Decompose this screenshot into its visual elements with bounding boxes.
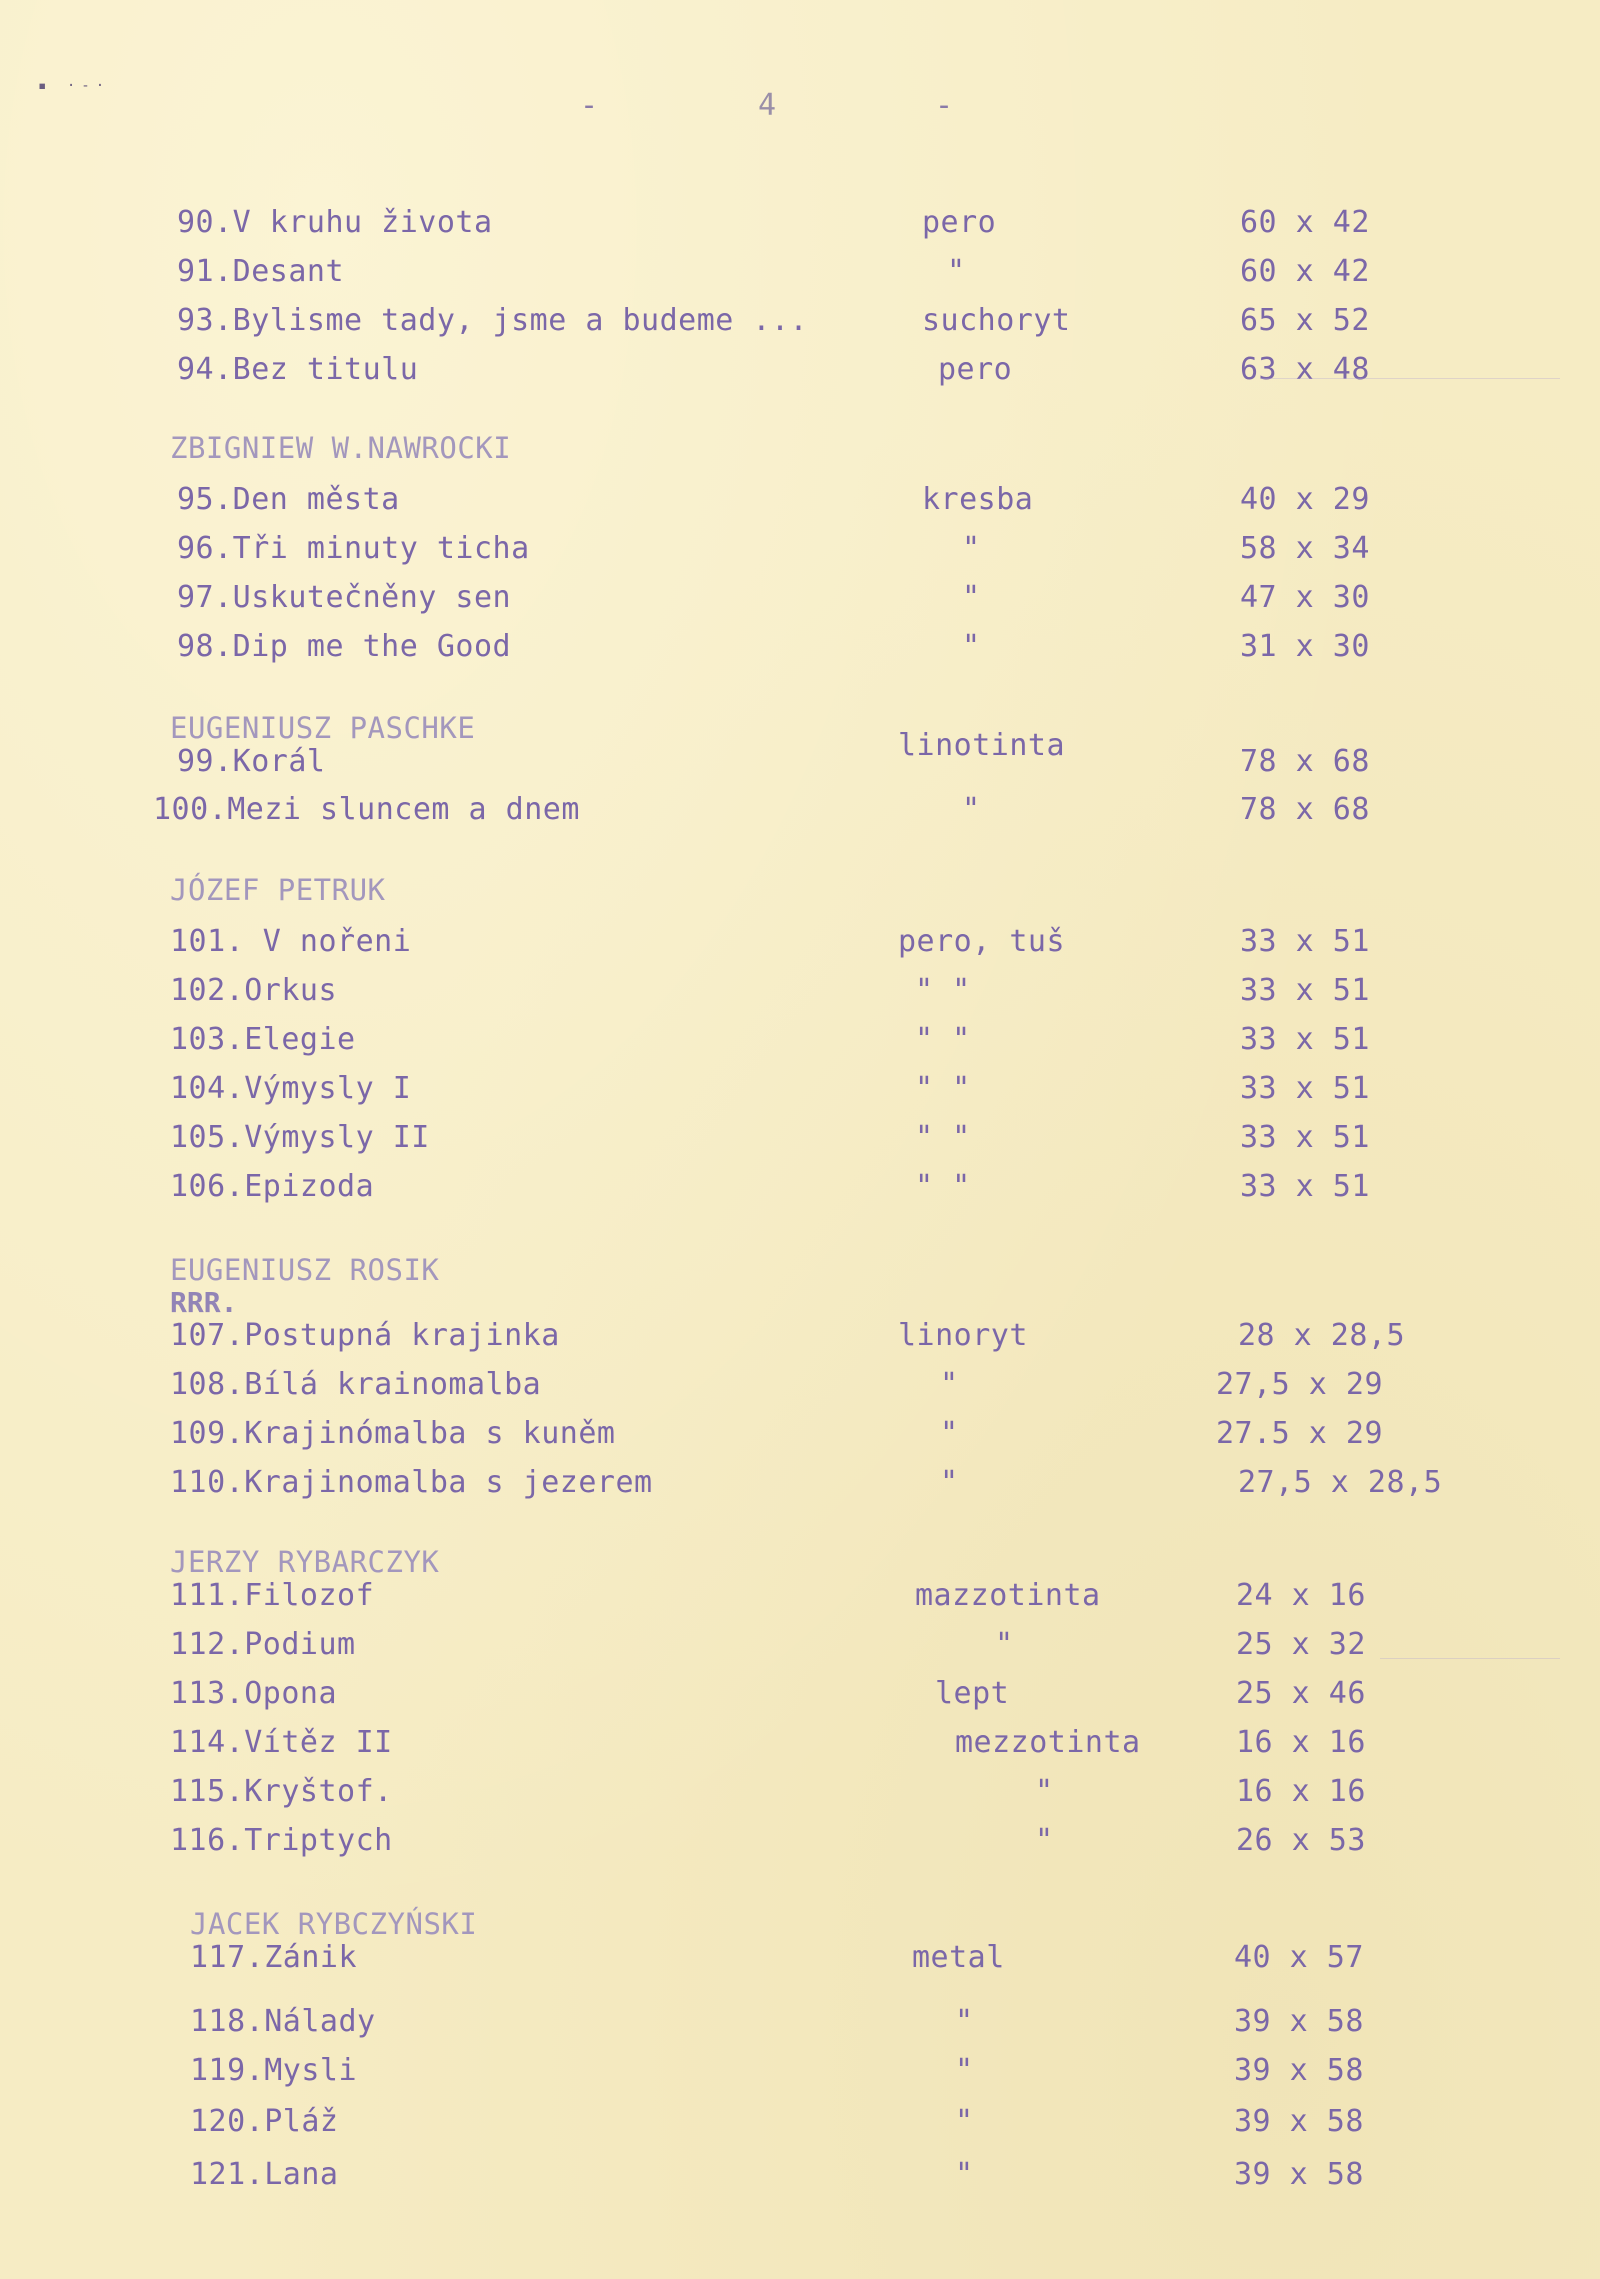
item-title: 110.Krajinomalba s jezerem — [170, 1465, 653, 1500]
top-left-marks: ▪ ·-· — [38, 78, 111, 94]
item-title: 120.Pláž — [190, 2104, 339, 2139]
item-size: 78 x 68 — [1240, 792, 1370, 827]
list-item — [0, 578, 1600, 618]
item-technique: suchoryt — [922, 303, 1071, 338]
artist-name: JÓZEF PETRUK — [170, 873, 386, 907]
item-technique: pero — [922, 205, 997, 240]
item-size: 47 x 30 — [1240, 580, 1370, 615]
item-technique: mazzotinta — [915, 1578, 1101, 1613]
item-title: 90.V kruhu života — [177, 205, 493, 240]
item-size: 31 x 30 — [1240, 629, 1370, 664]
item-title: 117.Zánik — [190, 1940, 358, 1975]
item-title: 100.Mezi sluncem a dnem — [153, 792, 580, 827]
item-technique: " — [995, 1627, 1014, 1662]
header-dash-right: - — [935, 88, 954, 123]
item-technique: " — [955, 2004, 974, 2039]
item-title: 102.Orkus — [170, 973, 338, 1008]
item-size: 33 x 51 — [1240, 1120, 1370, 1155]
list-item — [0, 1674, 1600, 1714]
item-size: 27,5 x 28,5 — [1238, 1465, 1443, 1500]
item-technique: " — [940, 1416, 959, 1451]
item-size: 24 x 16 — [1236, 1578, 1366, 1613]
item-size: 27,5 x 29 — [1216, 1367, 1384, 1402]
item-title: 96.Tři minuty ticha — [177, 531, 530, 566]
item-technique: " " — [915, 1169, 971, 1204]
item-technique: linoryt — [898, 1318, 1028, 1353]
item-title: 111.Filozof — [170, 1578, 375, 1613]
item-technique: mezzotinta — [955, 1725, 1141, 1760]
list-item — [0, 1414, 1600, 1454]
item-title: 113.Opona — [170, 1676, 338, 1711]
item-title: 115.Kryštof. — [170, 1774, 393, 1809]
artist-name: EUGENIUSZ ROSIK — [170, 1253, 440, 1287]
list-item — [0, 1772, 1600, 1812]
list-item — [0, 1576, 1600, 1616]
page-number: 4 — [758, 88, 777, 123]
item-size: 39 x 58 — [1234, 2104, 1364, 2139]
item-size: 28 x 28,5 — [1238, 1318, 1406, 1353]
list-item — [0, 1625, 1600, 1665]
list-item — [0, 1316, 1600, 1356]
list-item — [0, 1723, 1600, 1763]
item-size: 26 x 53 — [1236, 1823, 1366, 1858]
item-size: 33 x 51 — [1240, 924, 1370, 959]
item-title: 118.Nálady — [190, 2004, 376, 2039]
item-title: 103.Elegie — [170, 1022, 356, 1057]
item-title: 94.Bez titulu — [177, 352, 419, 387]
item-title: 91.Desant — [177, 254, 345, 289]
item-technique: " " — [915, 1120, 971, 1155]
item-technique: " — [962, 580, 981, 615]
item-title: 112.Podium — [170, 1627, 356, 1662]
item-technique: " — [955, 2104, 974, 2139]
item-technique: " — [1035, 1774, 1054, 1809]
list-item — [0, 252, 1600, 292]
item-technique: " — [962, 629, 981, 664]
artist-name: JACEK RYBCZYŃSKI — [190, 1907, 478, 1941]
item-technique: " — [955, 2157, 974, 2192]
item-title: 104.Výmysly I — [170, 1071, 412, 1106]
item-size: 58 x 34 — [1240, 531, 1370, 566]
faint-rule — [1260, 378, 1560, 379]
list-item — [0, 2051, 1600, 2091]
item-technique: " — [955, 2053, 974, 2088]
item-technique: " " — [915, 1022, 971, 1057]
item-technique: " " — [915, 973, 971, 1008]
item-title: 121.Lana — [190, 2157, 339, 2192]
list-item — [0, 1821, 1600, 1861]
header-dash-left: - — [580, 88, 599, 123]
item-technique: " — [947, 254, 966, 289]
item-title: 108.Bílá krainomalba — [170, 1367, 542, 1402]
item-technique: " — [962, 792, 981, 827]
list-item — [0, 301, 1600, 341]
item-title: 101. V nořeni — [170, 924, 412, 959]
item-technique: lept — [935, 1676, 1010, 1711]
item-title: 114.Vítěz II — [170, 1725, 393, 1760]
list-item — [0, 971, 1600, 1011]
artist-name: JERZY RYBARCZYK — [170, 1545, 440, 1579]
item-size: 16 x 16 — [1236, 1725, 1366, 1760]
list-item — [0, 1020, 1600, 1060]
item-technique: " — [962, 531, 981, 566]
item-technique: " " — [915, 1071, 971, 1106]
item-size: 25 x 46 — [1236, 1676, 1366, 1711]
item-technique: metal — [912, 1940, 1005, 1975]
item-size: 25 x 32 — [1236, 1627, 1366, 1662]
item-title: 119.Mysli — [190, 2053, 358, 2088]
item-size: 39 x 58 — [1234, 2004, 1364, 2039]
list-item — [0, 1938, 1600, 1978]
item-title: 93.Bylisme tady, jsme a budeme ... — [177, 303, 809, 338]
list-item — [0, 350, 1600, 390]
list-item — [0, 790, 1600, 830]
item-size: 27.5 x 29 — [1216, 1416, 1384, 1451]
item-technique: " — [940, 1465, 959, 1500]
item-technique: linotinta — [898, 728, 1066, 763]
item-size: 33 x 51 — [1240, 1022, 1370, 1057]
item-technique: " — [1035, 1823, 1054, 1858]
item-size: 16 x 16 — [1236, 1774, 1366, 1809]
item-title: 105.Výmysly II — [170, 1120, 430, 1155]
item-title: 98.Dip me the Good — [177, 629, 512, 664]
item-size: 63 x 48 — [1240, 352, 1370, 387]
list-item — [0, 627, 1600, 667]
item-title: 116.Triptych — [170, 1823, 393, 1858]
item-title: 106.Epizoda — [170, 1169, 375, 1204]
item-size: 40 x 57 — [1234, 1940, 1364, 1975]
item-size: 39 x 58 — [1234, 2053, 1364, 2088]
item-size: 40 x 29 — [1240, 482, 1370, 517]
item-size: 60 x 42 — [1240, 205, 1370, 240]
list-item — [0, 2155, 1600, 2195]
item-size: 65 x 52 — [1240, 303, 1370, 338]
list-item — [0, 1167, 1600, 1207]
item-size: 33 x 51 — [1240, 1071, 1370, 1106]
item-technique: pero, tuš — [898, 924, 1066, 959]
list-item — [0, 2002, 1600, 2042]
list-item — [0, 2102, 1600, 2142]
page-header — [560, 88, 980, 128]
item-size: 39 x 58 — [1234, 2157, 1364, 2192]
artist-name: ZBIGNIEW W.NAWROCKI — [170, 431, 512, 465]
list-item — [0, 1365, 1600, 1405]
item-size: 33 x 51 — [1240, 973, 1370, 1008]
list-item — [0, 203, 1600, 243]
item-size: 78 x 68 — [1240, 744, 1370, 779]
item-title: 97.Uskutečněny sen — [177, 580, 512, 615]
list-item — [0, 1069, 1600, 1109]
artist-subline: RRR. — [170, 1286, 238, 1319]
item-technique: " — [940, 1367, 959, 1402]
item-title: 109.Krajinómalba s kuněm — [170, 1416, 616, 1451]
list-item — [0, 529, 1600, 569]
artist-name: EUGENIUSZ PASCHKE — [170, 711, 476, 745]
item-technique: kresba — [922, 482, 1034, 517]
item-size: 33 x 51 — [1240, 1169, 1370, 1204]
list-item — [0, 1463, 1600, 1503]
item-title: 95.Den města — [177, 482, 400, 517]
item-technique: pero — [938, 352, 1013, 387]
item-title: 107.Postupná krajinka — [170, 1318, 560, 1353]
item-title: 99.Korál — [177, 744, 326, 779]
list-item — [0, 922, 1600, 962]
list-item — [0, 1118, 1600, 1158]
item-size: 60 x 42 — [1240, 254, 1370, 289]
list-item — [0, 480, 1600, 520]
